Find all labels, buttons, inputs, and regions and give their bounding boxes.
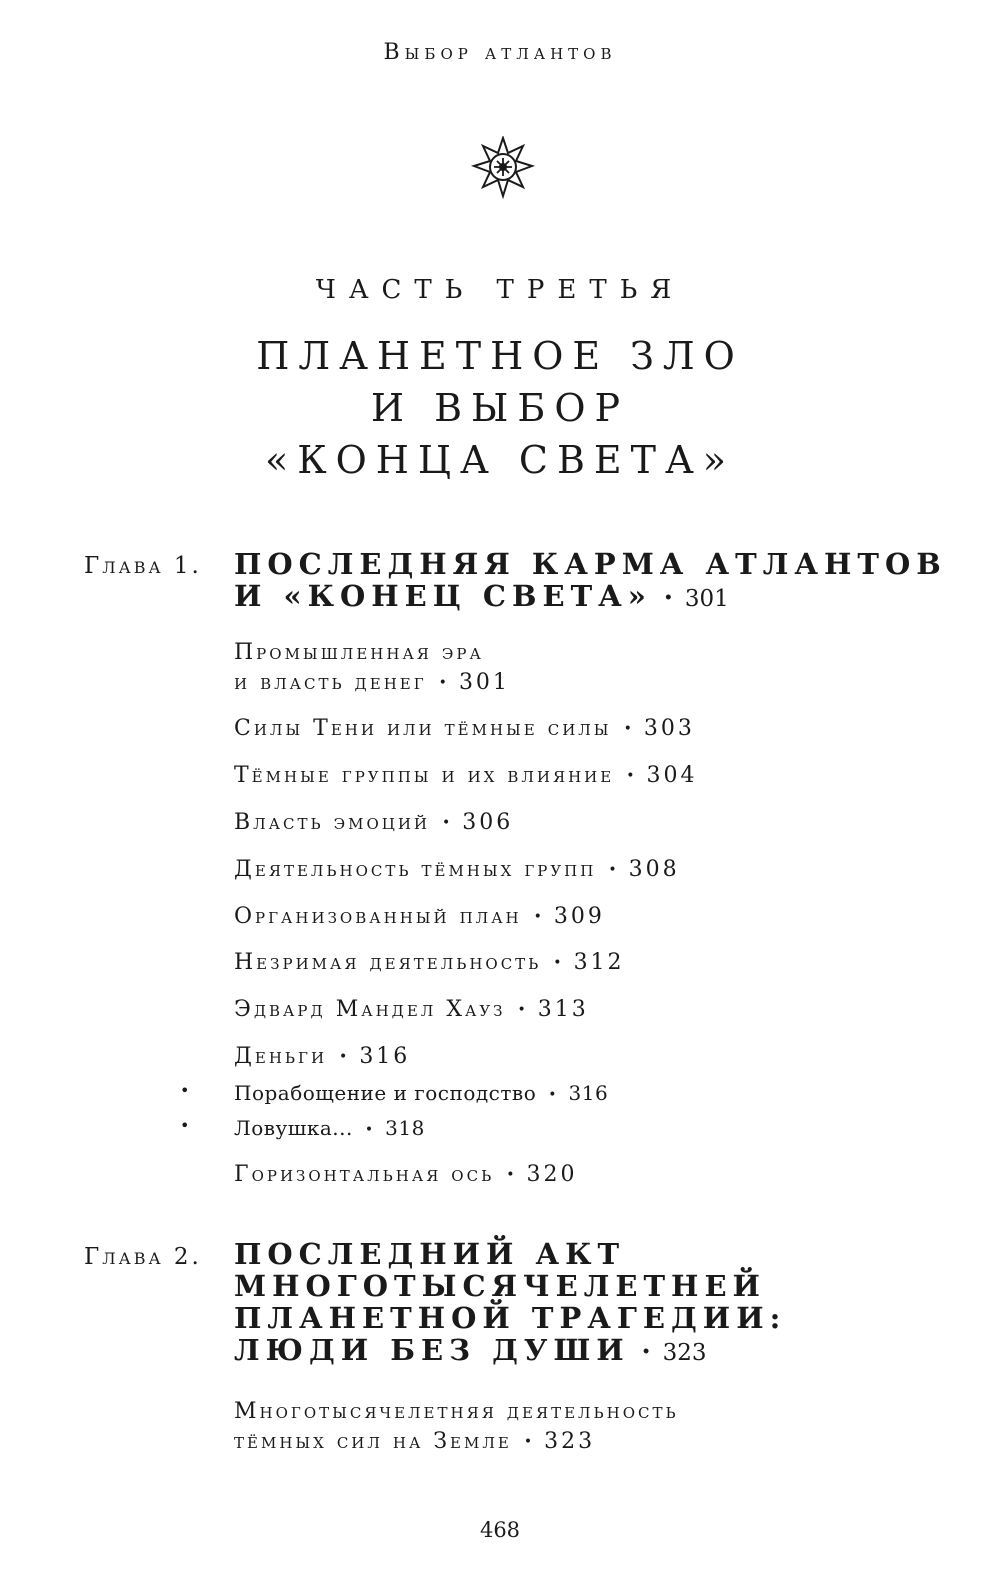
toc-entry[interactable] <box>234 638 510 698</box>
separator-dot: • <box>517 1002 526 1018</box>
chapter-title-line: ПОСЛЕДНЯЯ КАРМА АТЛАНТОВ <box>234 547 947 581</box>
toc-entry-title: Ловушка... <box>234 1116 353 1140</box>
separator-dot: • <box>641 1344 651 1360</box>
toc-page: 308 <box>628 857 680 882</box>
toc-entry-title: Силы Тени или тёмные силы <box>234 716 612 741</box>
part-title-line: И ВЫБОР <box>370 386 630 430</box>
separator-dot: • <box>364 1121 374 1138</box>
chapter-title[interactable] <box>234 1238 786 1369</box>
bullet-marker: • <box>180 1116 190 1135</box>
star-ornament-icon <box>470 136 536 202</box>
chapter-label: Глава 2. <box>84 1244 202 1270</box>
chapter-title-line: И «КОНЕЦ СВЕТА» <box>234 579 652 613</box>
chapter-title-line: ПОСЛЕДНИЙ АКТ <box>234 1237 626 1271</box>
toc-page: 316 <box>359 1044 411 1069</box>
toc-page: 301 <box>458 670 510 695</box>
toc-page: 303 <box>643 716 695 741</box>
chapter-page: 323 <box>662 1340 707 1366</box>
separator-dot: • <box>442 815 451 831</box>
bullet-marker: • <box>180 1081 190 1100</box>
separator-dot: • <box>438 675 447 691</box>
toc-entry-title: Эдвард Мандел Хауз <box>234 997 506 1022</box>
part-title-line: ПЛАНЕТНОЕ ЗЛО <box>256 334 744 378</box>
toc-page: 320 <box>526 1162 578 1187</box>
toc-page: 304 <box>646 763 698 788</box>
running-head: Выбор атлантов <box>383 40 617 65</box>
toc-entry[interactable] <box>234 1160 577 1190</box>
toc-entry[interactable] <box>234 948 625 978</box>
toc-page: 309 <box>553 904 605 929</box>
toc-entry-title: Власть эмоций <box>234 810 431 835</box>
part-title <box>0 330 1000 486</box>
chapter-page: 301 <box>684 586 729 612</box>
toc-entry[interactable] <box>234 855 680 885</box>
separator-dot: • <box>548 1086 557 1103</box>
chapter-title-line: ЛЮДИ БЕЗ ДУШИ <box>234 1333 630 1367</box>
toc-entry-line: Многотысячелетняя деятельность <box>234 1399 679 1424</box>
toc-entry-title: Горизонтальная ось <box>234 1162 495 1187</box>
toc-entry[interactable] <box>234 1042 410 1072</box>
toc-entry-title: Порабощение и господство <box>234 1081 537 1105</box>
toc-page: 323 <box>544 1429 596 1454</box>
toc-entry-title: Деятельность тёмных групп <box>234 857 597 882</box>
toc-entry-line: и власть денег <box>234 670 427 695</box>
toc-entry[interactable] <box>234 902 605 932</box>
separator-dot: • <box>626 768 635 784</box>
separator-dot: • <box>663 590 673 606</box>
chapter-title-line: МНОГОТЫСЯЧЕЛЕТНЕЙ <box>234 1269 766 1303</box>
chapter-label: Глава 1. <box>84 553 202 579</box>
chapter-title[interactable] <box>234 548 947 615</box>
toc-page: 316 <box>568 1081 609 1105</box>
separator-dot: • <box>523 1434 533 1450</box>
toc-entry[interactable] <box>234 995 589 1025</box>
chapter-title-line: ПЛАНЕТНОЙ ТРАГЕДИИ: <box>234 1301 787 1335</box>
separator-dot: • <box>506 1167 515 1183</box>
toc-page: 318 <box>385 1116 425 1140</box>
toc-entry-title: Организованный план <box>234 904 522 929</box>
toc-entry-title: Незримая деятельность <box>234 950 542 975</box>
separator-dot: • <box>339 1049 348 1065</box>
toc-entry[interactable] <box>234 761 697 791</box>
toc-entry[interactable] <box>234 1397 679 1457</box>
toc-page: 312 <box>573 950 625 975</box>
toc-page: 313 <box>537 997 589 1022</box>
separator-dot: • <box>553 955 562 971</box>
toc-entry-line: Промышленная эра <box>234 640 484 665</box>
toc-subentry[interactable] <box>234 1078 608 1110</box>
toc-entry-title: Тёмные группы и их влияние <box>234 763 615 788</box>
toc-page: 306 <box>462 810 514 835</box>
toc-entry-title: Деньги <box>234 1044 328 1069</box>
toc-entry[interactable] <box>234 714 695 744</box>
separator-dot: • <box>533 909 542 925</box>
separator-dot: • <box>608 862 617 878</box>
page-number: 468 <box>479 1518 521 1542</box>
separator-dot: • <box>623 721 632 737</box>
part-label: ЧАСТЬ ТРЕТЬЯ <box>315 275 685 305</box>
part-title-line: «КОНЦА СВЕТА» <box>264 438 736 482</box>
toc-entry-line: тёмных сил на Земле <box>234 1429 512 1454</box>
toc-subentry[interactable] <box>234 1113 425 1145</box>
toc-entry[interactable] <box>234 808 513 838</box>
